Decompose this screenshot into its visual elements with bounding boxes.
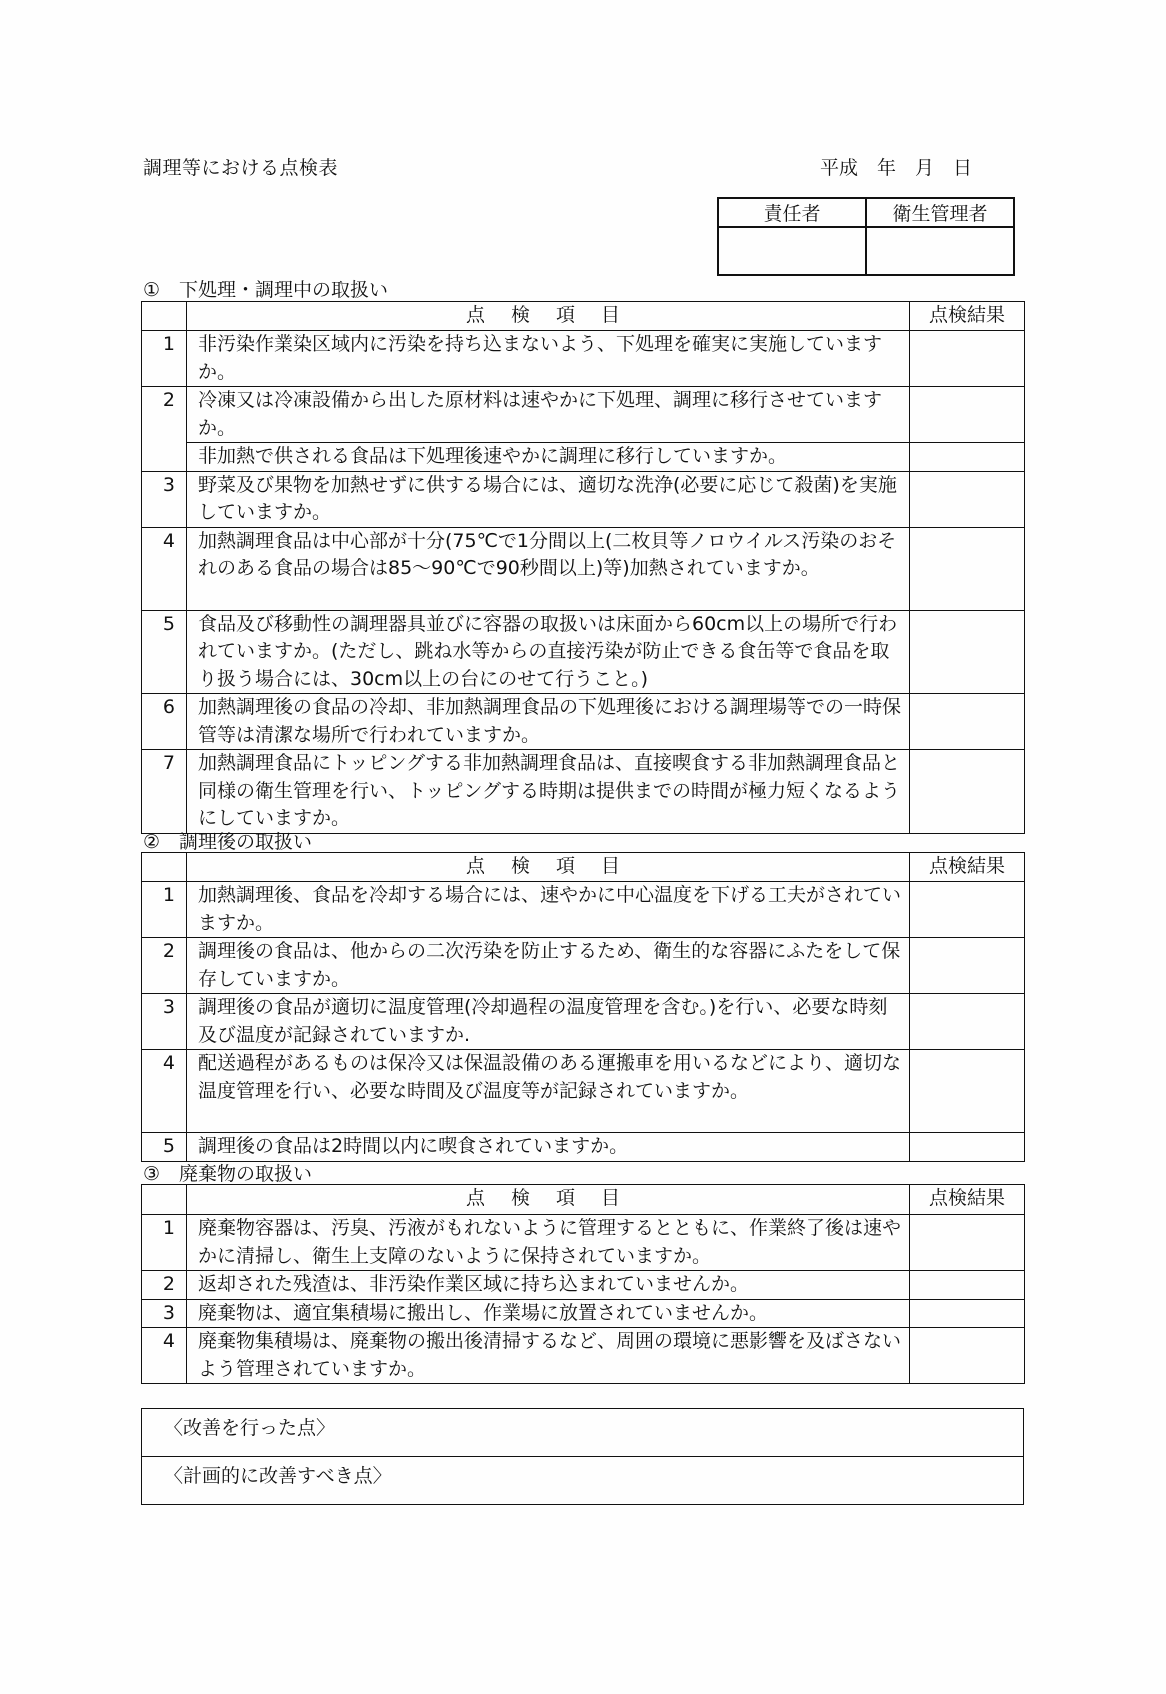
table-row — [142, 610, 1025, 694]
result-cell[interactable] — [910, 1050, 1025, 1133]
table-row — [142, 1050, 1025, 1133]
row-item-text: 加熱調理食品は中心部が十分(75℃で1分間以上(二枚貝等ノロウイルス汚染のおそれのある食品の場合は85～90℃で90秒間以上)等)加熱されていますか。 — [187, 527, 910, 610]
row-item-text: 加熱調理後、食品を冷却する場合には、速やかに中心温度を下げる工夫がされていますか。 — [187, 882, 910, 938]
result-cell[interactable] — [910, 938, 1025, 994]
table-header-row — [142, 302, 1025, 331]
table-row — [142, 527, 1025, 610]
row-item-text: 配送過程があるものは保冷又は保温設備のある運搬車を用いるなどにより、適切な温度管理を行い、必要な時間及び温度等が記録されていますか。 — [187, 1050, 910, 1133]
result-cell[interactable] — [910, 694, 1025, 750]
result-cell[interactable] — [910, 994, 1025, 1050]
row-item-text: 非汚染作業染区域内に汚染を持ち込まないよう、下処理を確実に実施していますか。 — [187, 331, 910, 387]
row-number: 4 — [142, 1328, 187, 1384]
row-number: 1 — [142, 331, 187, 387]
table-row — [142, 1271, 1025, 1300]
checklist-table-2 — [141, 852, 1025, 1162]
section-heading-2: ② 調理後の取扱い — [143, 831, 313, 853]
table-header-row — [142, 853, 1025, 882]
table-row — [142, 1299, 1025, 1328]
number-header — [142, 302, 187, 331]
item-header: 点 検 項 目 — [187, 1185, 910, 1215]
result-cell[interactable] — [910, 1215, 1025, 1271]
row-number: 4 — [142, 527, 187, 610]
table-row — [142, 1215, 1025, 1271]
table-row — [142, 443, 1025, 472]
result-header: 点検結果 — [910, 302, 1025, 331]
table-header-row — [142, 1185, 1025, 1215]
row-number: 4 — [142, 1050, 187, 1133]
row-number: 1 — [142, 1215, 187, 1271]
result-cell[interactable] — [910, 1328, 1025, 1384]
signoff-stamp-responsible[interactable] — [718, 227, 866, 275]
row-number: 7 — [142, 750, 187, 834]
row-item-text: 野菜及び果物を加熱せずに供する場合には、適切な洗浄(必要に応じて殺菌)を実施していますか。 — [187, 471, 910, 527]
page-title: 調理等における点検表 — [143, 157, 339, 179]
number-header — [142, 1185, 187, 1215]
table-row — [142, 471, 1025, 527]
checklist-table-3 — [141, 1184, 1025, 1384]
planned-improvements-field[interactable]: 〈計画的に改善すべき点〉 — [142, 1457, 1024, 1505]
row-number: 3 — [142, 1299, 187, 1328]
row-item-text: 調理後の食品は、他からの二次汚染を防止するため、衛生的な容器にふたをして保存していますか。 — [187, 938, 910, 994]
checklist-table-1 — [141, 301, 1025, 834]
improvement-notes — [141, 1408, 1024, 1505]
row-item-text: 廃棄物容器は、汚臭、汚液がもれないように管理するとともに、作業終了後は速やかに清掃し、衛生上支障のないように保持されていますか。 — [187, 1215, 910, 1271]
result-header: 点検結果 — [910, 1185, 1025, 1215]
result-cell[interactable] — [910, 1271, 1025, 1300]
row-number: 2 — [142, 387, 187, 472]
result-cell[interactable] — [910, 750, 1025, 834]
result-cell[interactable] — [910, 1299, 1025, 1328]
table-row — [142, 331, 1025, 387]
table-row — [142, 1328, 1025, 1384]
section-heading-3: ③ 廃棄物の取扱い — [143, 1163, 313, 1185]
section-heading-1: ① 下処理・調理中の取扱い — [143, 279, 389, 301]
result-cell[interactable] — [910, 882, 1025, 938]
date-field: 平成 年 月 日 — [820, 157, 973, 179]
row-item-text: 廃棄物集積場は、廃棄物の搬出後清掃するなど、周囲の環境に悪影響を及ばさないよう管理されていますか。 — [187, 1328, 910, 1384]
row-item-text: 調理後の食品が適切に温度管理(冷却過程の温度管理を含む。)を行い、必要な時刻及び温度が記録されていますか. — [187, 994, 910, 1050]
result-header: 点検結果 — [910, 853, 1025, 882]
row-item-text: 加熱調理後の食品の冷却、非加熱調理食品の下処理後における調理場等での一時保管等は清潔な場所で行われていますか。 — [187, 694, 910, 750]
table-row — [142, 1133, 1025, 1162]
signoff-label-responsible: 責任者 — [718, 198, 866, 227]
result-cell[interactable] — [910, 527, 1025, 610]
result-cell[interactable] — [910, 443, 1025, 472]
table-row — [142, 694, 1025, 750]
table-row — [142, 938, 1025, 994]
result-cell[interactable] — [910, 387, 1025, 443]
row-item-text: 冷凍又は冷凍設備から出した原材料は速やかに下処理、調理に移行させていますか。 — [187, 387, 910, 443]
row-number: 5 — [142, 1133, 187, 1162]
improved-points-field[interactable]: 〈改善を行った点〉 — [142, 1409, 1024, 1457]
table-row — [142, 994, 1025, 1050]
number-header — [142, 853, 187, 882]
row-number: 3 — [142, 994, 187, 1050]
result-cell[interactable] — [910, 1133, 1025, 1162]
row-item-text: 非加熱で供される食品は下処理後速やかに調理に移行していますか。 — [187, 443, 910, 472]
row-number: 5 — [142, 610, 187, 694]
signoff-label-hygiene-manager: 衛生管理者 — [866, 198, 1014, 227]
table-row — [142, 750, 1025, 834]
table-row — [142, 387, 1025, 443]
row-item-text: 調理後の食品は2時間以内に喫食されていますか。 — [187, 1133, 910, 1162]
item-header: 点 検 項 目 — [187, 853, 910, 882]
table-row — [142, 882, 1025, 938]
result-cell[interactable] — [910, 331, 1025, 387]
row-number: 1 — [142, 882, 187, 938]
row-number: 6 — [142, 694, 187, 750]
row-number: 2 — [142, 938, 187, 994]
row-item-text: 返却された残渣は、非汚染作業区域に持ち込まれていませんか。 — [187, 1271, 910, 1300]
signoff-stamp-hygiene-manager[interactable] — [866, 227, 1014, 275]
result-cell[interactable] — [910, 610, 1025, 694]
result-cell[interactable] — [910, 471, 1025, 527]
item-header: 点 検 項 目 — [187, 302, 910, 331]
row-number: 3 — [142, 471, 187, 527]
row-item-text: 廃棄物は、適宜集積場に搬出し、作業場に放置されていませんか。 — [187, 1299, 910, 1328]
signoff-box — [717, 197, 1015, 276]
row-item-text: 加熱調理食品にトッピングする非加熱調理食品は、直接喫食する非加熱調理食品と同様の衛生管理を行い、トッピングする時期は提供までの時間が極力短くなるようにしていますか。 — [187, 750, 910, 834]
row-number: 2 — [142, 1271, 187, 1300]
row-item-text: 食品及び移動性の調理器具並びに容器の取扱いは床面から60cm以上の場所で行われていますか。(ただし、跳ね水等からの直接汚染が防止できる食缶等で食品を取り扱う場合には、30cm以上の台にのせて行うこと。) — [187, 610, 910, 694]
